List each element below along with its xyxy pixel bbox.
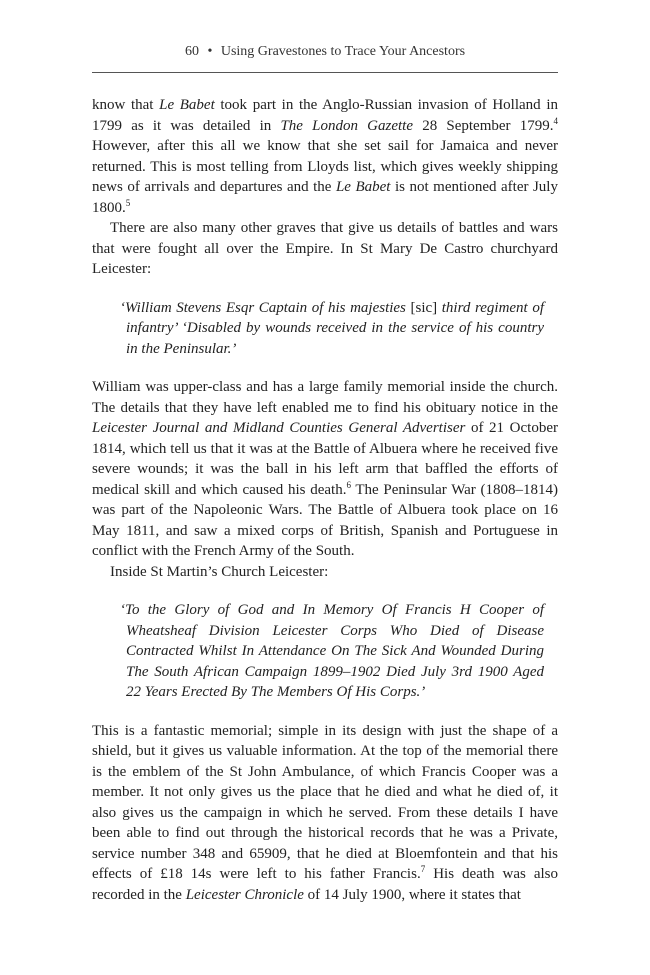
quote-stevens: ‘William Stevens Esqr Captain of his majesties [sic] third regiment of infantry’ ‘Disabled by wounds received in the service of his country in the Peninsular.’ xyxy=(120,299,544,357)
running-header xyxy=(92,44,558,60)
footnote-ref-7: 7 xyxy=(420,864,426,874)
paragraph-1: know that Le Babet took part in the Anglo-Russian invasion of Holland in 1799 as it was detailed in The London Gazette 28 September 1799.$^4$ However, after this all we know that she set sail for Jamaica and never returned. This is most telling from Lloyds list, which gives weekly shipping news of arrivals and departures and the Le Babet is not mentioned after July 1800.$^5$ xyxy=(92,97,558,216)
paragraph-5: This is a fantastic memorial; simple in its design with just the shape of a shield, but it gives us valuable information. At the top of the memorial there is the emblem of the St John Ambulance, of which Francis Cooper was a member. It not only gives us the place that he died and what he died of, it also gives us the campaign in which he served. From these details I have been able to find out through the historical records that he was a Private, service number 348 and 65909, that he died at Bloemfontein and that his effects of £18 14s were left to his father Francis.$^7$ His death was also recorded in the Leicester Chronicle of 14 July 1900, where it states that xyxy=(92,722,559,903)
paragraph-4: Inside St Martin’s Church Leicester: xyxy=(110,563,329,580)
quote-cooper: ‘To the Glory of God and In Memory Of Francis H Cooper of Wheatsheaf Division Leicester Corps Who Died of Disease Contracted Whilst In Attendance On The Sick And Wounded During The South African Campaign 1899–1902 Died July 3rd 1900 Aged 22 Years Erected By The Members Of His Corps.’ xyxy=(120,602,544,700)
footnote-ref-5: 5 xyxy=(125,197,131,208)
body-text xyxy=(92,95,558,905)
header-bullet: • xyxy=(207,44,213,59)
book-title: Using Gravestones to Trace Your Ancestors xyxy=(220,44,466,59)
paragraph-3: William was upper-class and has a large family memorial inside the church. The details that they have left enabled me to find his obituary notice in the Leicester Journal and Midland Counties General Advertiser of 21 October 1814, which tell us that it was at the Battle of Albuera where he received five severe wounds; it was the ball in his left arm that baffled the efforts of medical skill and which caused his death.$^6$ The Peninsular War (1808–1814) was part of the Napoleonic Wars. The Battle of Albuera took place on 16 May 1811, and saw a mixed corps of British, Spanish and Portuguese in conflict with the French Army of the South. xyxy=(92,379,558,559)
footnote-ref-6: 6 xyxy=(346,479,351,490)
paragraph-2: There are also many other graves that give us details of battles and wars that were fought all over the Empire. In St Mary De Castro churchyard Leicester: xyxy=(92,220,558,277)
footnote-ref-4: 4 xyxy=(553,115,558,126)
page-number: 60 xyxy=(184,44,199,59)
header-rule xyxy=(92,72,558,73)
